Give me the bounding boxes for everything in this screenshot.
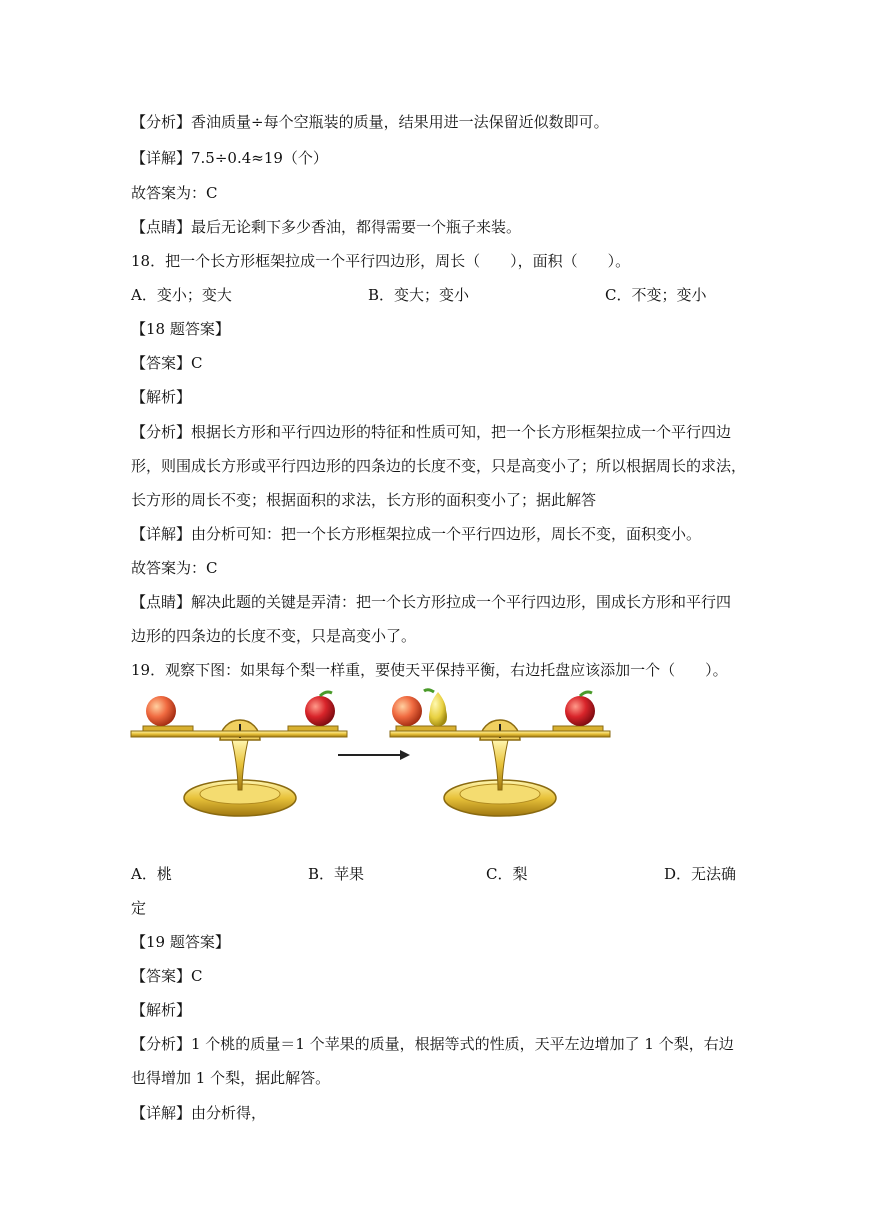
pear-icon [429,692,447,726]
q19-option-a: A．桃 [131,865,172,883]
q18-explain-label: 【解析】 [131,388,192,406]
q19-option-b: B．苹果 [308,865,365,883]
q19-analysis-line: 【分析】1 个桃的质量＝1 个苹果的质量，根据等式的性质，天平左边增加了 1 个梨，右边 [131,1035,734,1053]
q19-detail: 【详解】由分析得， [131,1104,267,1122]
q18-comment-line: 【点睛】解决此题的关键是弄清：把一个长方形拉成一个平行四边形，围成长方形和平行四 [131,593,732,611]
pear-leaf-icon [424,690,434,692]
q17-conclusion: 故答案为：C [131,184,218,202]
apple-leaf-icon [320,692,332,696]
q19-explain-label: 【解析】 [131,1001,192,1019]
q18-conclusion: 故答案为：C [131,559,218,577]
scale-beam [131,731,347,737]
q18-comment-line: 边形的四条边的长度不变，只是高变小了。 [131,627,417,645]
right-pan [553,726,603,731]
q18-detail: 【详解】由分析可知：把一个长方形框架拉成一个平行四边形，周长不变，面积变小。 [131,525,702,543]
q19-analysis-line: 也得增加 1 个梨，据此解答。 [131,1069,331,1087]
balance-scale-figure [128,688,618,823]
right-pan [288,726,338,731]
q18-analysis-line: 长方形的周长不变；根据面积的求法，长方形的面积变小了；据此解答 [131,491,597,509]
scale-before [131,692,347,816]
left-pan [143,726,193,731]
apple-icon [565,696,595,726]
q17-detail: 【详解】7.5÷0.4≈19（个） [131,149,328,167]
q18-answer: 【答案】C [131,354,203,372]
peach-icon [146,696,176,726]
q18-option-b: B．变大；变小 [368,286,470,304]
q18-analysis-line: 形，则围成长方形或平行四边形的四条边的长度不变，只是高变小了；所以根据周长的求法， [131,457,747,475]
q17-analysis: 【分析】香油质量÷每个空瓶装的质量，结果用进一法保留近似数即可。 [131,113,609,131]
q19-question: 19．观察下图：如果每个梨一样重，要使天平保持平衡，右边托盘应该添加一个（ ）。 [131,661,728,679]
q19-option-d-wrap: 定 [131,899,147,917]
q19-answer: 【答案】C [131,967,203,985]
scale-beam [390,731,610,737]
scale-after [390,690,610,816]
q18-answer-header: 【18 题答案】 [131,320,230,338]
q19-option-c: C．梨 [486,865,528,883]
q18-option-a: A．变小；变大 [131,286,232,304]
apple-leaf-icon [580,692,592,696]
q19-answer-header: 【19 题答案】 [131,933,230,951]
apple-icon [305,696,335,726]
peach-icon [392,696,422,726]
q17-comment: 【点睛】最后无论剩下多少香油，都得需要一个瓶子来装。 [131,218,522,236]
q18-question: 18．把一个长方形框架拉成一个平行四边形，周长（ ），面积（ ）。 [131,252,631,270]
q18-option-c: C．不变；变小 [605,286,707,304]
arrow-icon [338,750,410,760]
q19-option-d: D．无法确 [664,865,737,883]
q18-analysis-line: 【分析】根据长方形和平行四边形的特征和性质可知，把一个长方形框架拉成一个平行四边 [131,423,732,441]
left-pan [396,726,456,731]
